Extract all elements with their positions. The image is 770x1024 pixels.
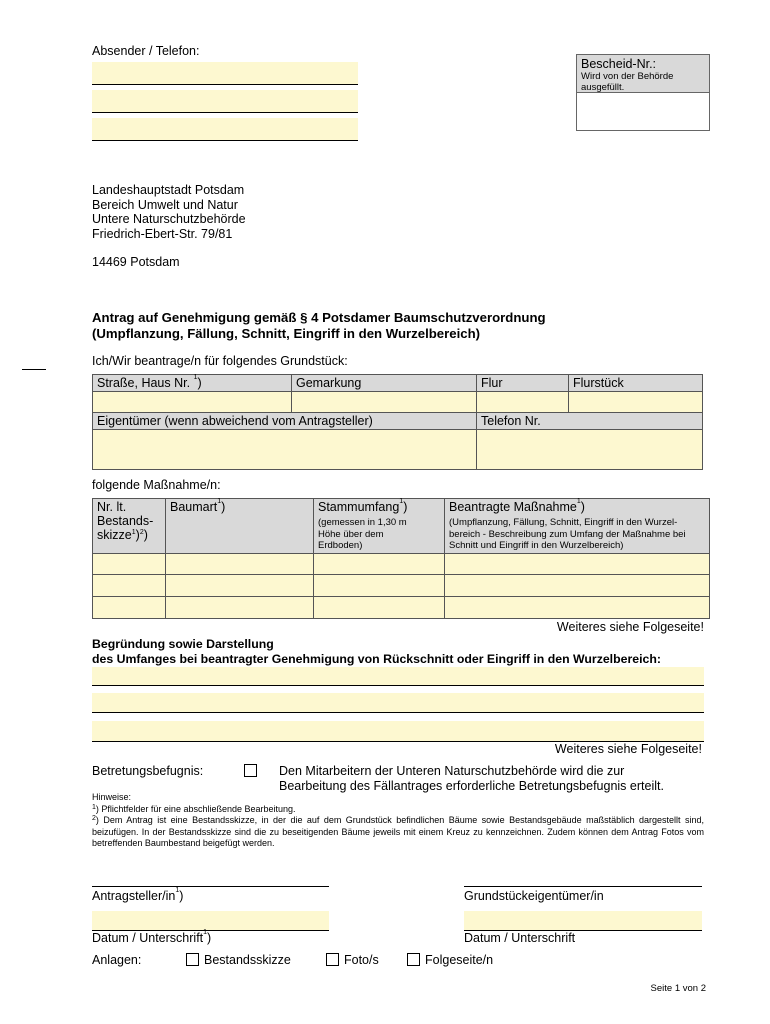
measure-stamm-input[interactable] (314, 596, 445, 618)
measures-intro: folgende Maßnahme/n: (92, 478, 221, 492)
title-line-2: (Umpflanzung, Fällung, Schnitt, Eingriff in den Wurzelbereich) (92, 326, 481, 341)
followpages-label: Folgeseite/n (425, 953, 494, 967)
margin-mark (22, 369, 46, 370)
measure-baumart-input[interactable] (166, 553, 314, 574)
owner-input[interactable] (93, 430, 477, 470)
attachments-label: Anlagen: (92, 953, 142, 967)
owner-header: Eigentümer (wenn abweichend vom Antragsteller) (93, 413, 477, 430)
gemarkung-header: Gemarkung (292, 375, 477, 392)
owner-line (464, 886, 702, 887)
street-input[interactable] (93, 392, 292, 413)
applicant-line (92, 886, 329, 887)
address-line-3: Untere Naturschutzbehörde (92, 212, 246, 226)
authority-checkbox[interactable] (244, 764, 257, 777)
sketch-label: Bestandsskizze (204, 953, 291, 967)
measure-nr-input[interactable] (93, 596, 166, 618)
bescheid-title: Bescheid-Nr.: (581, 57, 657, 71)
phone-input[interactable] (477, 430, 703, 470)
measure-stamm-input[interactable] (314, 553, 445, 574)
measure-stamm-input[interactable] (314, 574, 445, 596)
reason-line-2[interactable] (92, 693, 704, 713)
flurstueck-input[interactable] (569, 392, 703, 413)
measure-baumart-input[interactable] (166, 596, 314, 618)
flur-input[interactable] (477, 392, 569, 413)
street-header: Straße, Haus Nr. $^1$) (93, 375, 292, 392)
col-baumart-header: Baumart$^1$) (166, 499, 314, 554)
notes-title: Hinweise: (92, 792, 132, 802)
photos-checkbox[interactable] (326, 953, 339, 966)
measure-massnahme-input[interactable] (445, 596, 710, 618)
sender-line-3[interactable] (92, 118, 358, 141)
notes-block (92, 792, 704, 850)
applicant-date-label: Datum / Unterschrift$^1$) (92, 929, 212, 945)
sketch-checkbox[interactable] (186, 953, 199, 966)
flur-header: Flur (477, 375, 569, 392)
measures-table (92, 498, 710, 619)
measures-more-note: Weiteres siehe Folgeseite! (556, 620, 704, 634)
flurstueck-header: Flurstück (569, 375, 703, 392)
reason-heading-line-2: des Umfanges bei beantragter Genehmigung von Rückschnitt oder Eingriff in den Wurzelbereich: (92, 652, 661, 666)
owner-label: Grundstückeigentümer/in (464, 889, 604, 903)
col-nr-header: Nr. lt. Bestands- skizze$^1$)$^2$) (93, 499, 166, 554)
sender-label: Absender / Telefon: (92, 44, 200, 58)
reason-line-3[interactable] (92, 721, 704, 742)
reason-heading-line-1: Begründung sowie Darstellung (92, 637, 274, 651)
col-massnahme-header: Beantragte Maßnahme$^1$) (Umpflanzung, Fällung, Schnitt, Eingriff in den Wurzel-bereich - Beschreibung zum Umfang der Maßnahme bei Schnitt und Eingriff in den Wurzelbereich) (445, 499, 710, 554)
followpages-checkbox[interactable] (407, 953, 420, 966)
title-line-1: Antrag auf Genehmigung gemäß § 4 Potsdamer Baumschutzverordnung (92, 310, 546, 325)
address-city: 14469 Potsdam (92, 255, 180, 269)
property-intro: Ich/Wir beantrage/n für folgendes Grundstück: (92, 354, 348, 368)
measure-row (93, 553, 710, 574)
bescheid-header (577, 55, 709, 93)
measure-massnahme-input[interactable] (445, 574, 710, 596)
gemarkung-input[interactable] (292, 392, 477, 413)
bescheid-note: Wird von der Behörde ausgefüllt. (581, 71, 674, 93)
sender-line-1[interactable] (92, 62, 358, 85)
address-line-1: Landeshauptstadt Potsdam (92, 183, 245, 197)
owner-date-signature-field[interactable] (464, 911, 702, 931)
measure-nr-input[interactable] (93, 553, 166, 574)
measure-baumart-input[interactable] (166, 574, 314, 596)
measure-row (93, 574, 710, 596)
col-stammumfang-header: Stammumfang$^1$) (gemessen in 1,30 m Höhe über dem Erdboden) (314, 499, 445, 554)
bescheid-box (576, 54, 710, 131)
note-2: $^2$) Dem Antrag ist eine Bestandsskizze, in der die auf dem Grundstück befindlichen Bäume sowie Bestandsgebäude maßstäblich dargestellt sind, beizufügen. In der Bestandsskizze sind die zu beseitigenden Bäume jeweils mit einem Kreuz zu kennzeichnen. Zudem können dem Antrag Fotos vom betreffenden Baumbestand beigefügt werden. (92, 815, 704, 848)
measure-nr-input[interactable] (93, 574, 166, 596)
address-line-2: Bereich Umwelt und Natur (92, 197, 238, 212)
page-number: Seite 1 von 2 (650, 983, 706, 994)
authority-text-line-2: Bearbeitung des Fällantrages erforderliche Betretungsbefugnis erteilt. (279, 779, 664, 793)
authority-text (279, 764, 664, 794)
reason-heading (92, 637, 661, 667)
authority-text-line-1: Den Mitarbeitern der Unteren Naturschutzbehörde wird die zur (279, 764, 625, 778)
recipient-address (92, 183, 246, 270)
note-1: $^1$) Pflichtfelder für eine abschließende Bearbeitung. (92, 803, 296, 814)
applicant-date-signature-field[interactable] (92, 911, 329, 931)
measure-massnahme-input[interactable] (445, 553, 710, 574)
reason-more-note: Weiteres siehe Folgeseite! (554, 742, 702, 756)
sender-line-2[interactable] (92, 90, 358, 113)
reason-line-1[interactable] (92, 667, 704, 686)
applicant-label: Antragsteller/$in^1$) (92, 887, 184, 903)
property-table (92, 374, 703, 470)
photos-label: Foto/s (344, 953, 379, 967)
address-line-4: Friedrich-Ebert-Str. 79/81 (92, 226, 233, 241)
phone-header: Telefon Nr. (477, 413, 703, 430)
page-title (92, 310, 546, 342)
measure-row (93, 596, 710, 618)
owner-date-label: Datum / Unterschrift (464, 931, 576, 945)
authority-label: Betretungsbefugnis: (92, 764, 204, 778)
